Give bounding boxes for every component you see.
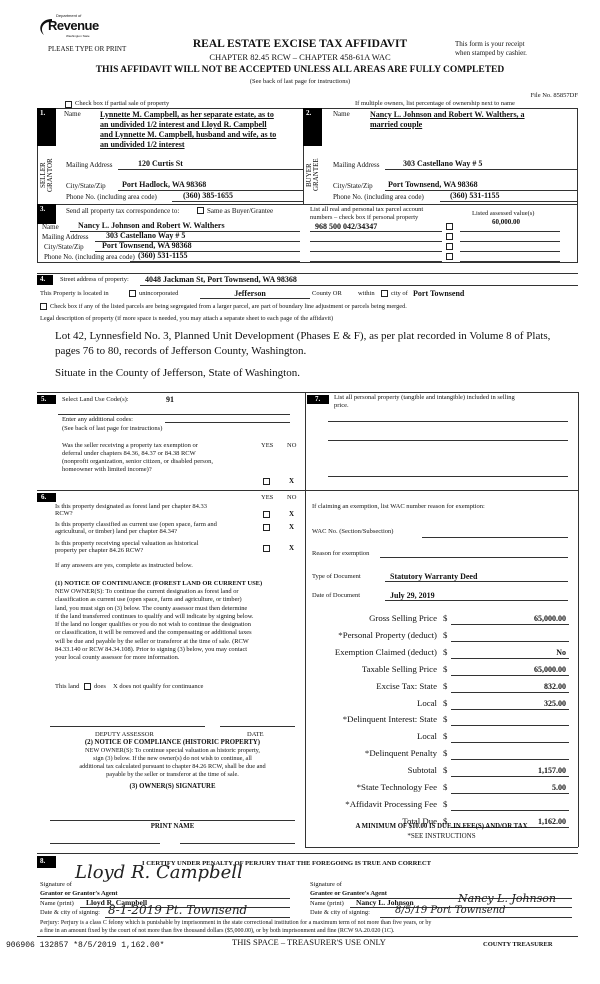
buyer-city-label: City/State/Zip [333,182,373,190]
fee-row [305,698,578,712]
fee-value[interactable]: 65,000.00 [534,614,566,623]
section-6-badge: 6. [37,493,56,502]
parcel-line-4 [310,261,442,262]
bottom-box-line [305,847,578,848]
dollar-sign: $ [443,646,448,657]
dollar-sign: $ [443,613,448,623]
street-label: Street address of property: [60,276,129,283]
seller-mail-label: Mailing Address [66,161,113,169]
perjury-text-1: Perjury: Perjury is a class C felony which is punishable by imprisonment in the state correctional institution for a maximum term of not more than five years, or by [40,920,432,926]
fee-label: *State Technology Fee [356,782,437,792]
section5-bottom-line [37,490,305,491]
form-title: REAL ESTATE EXCISE TAX AFFIDAVIT [192,38,408,50]
notice1-title: (1) NOTICE OF CONTINUANCE (FOREST LAND OR CURRENT USE) [55,580,263,587]
notice1-line: land, you must sign on (3) below. The county assessor must then determine [55,604,248,612]
notice1-line: your local county assessor for more information. [55,654,180,662]
fee-value[interactable]: 1,162.00 [538,816,566,826]
section5-top-line [37,392,578,393]
notice1-body [55,588,303,663]
fee-label: Total Due [402,815,437,826]
deputy-assessor-line [50,726,205,727]
multiple-owners-note: If multiple owners, list percentage of ownership next to name [355,100,515,107]
city-of-label: city of [391,290,408,297]
seller-mail-field[interactable]: 120 Curtis St [138,159,183,168]
grantee-agent-label: Grantee or Grantee's Agent [310,890,387,897]
tax-phone-underline [130,261,300,262]
additional-codes-label: Enter any additional codes: [62,416,133,423]
section-7-badge: 7. [307,395,329,404]
buyer-mail-label: Mailing Address [333,161,380,169]
dollar-sign: $ [443,697,448,708]
owner-signature-line-1[interactable] [50,820,160,821]
notice2-line-4: payable by the seller or transferor at the time of sale. [106,771,239,778]
fee-underline [451,776,569,777]
does-not-qualify[interactable]: X does not qualify for continuance [113,683,204,690]
does-label: does [94,683,106,690]
fee-label: Taxable Selling Price [361,663,437,674]
fee-row [305,647,578,661]
historical-question-2: property per chapter 84.26 RCW? [55,547,144,554]
reason-label: Reason for exemption [312,550,370,557]
unincorporated-label: unincorporated [139,290,179,297]
dollar-sign: $ [443,765,448,776]
warning-text: THIS AFFIDAVIT WILL NOT BE ACCEPTED UNLESS ALL AREAS ARE FULLY COMPLETED [95,65,505,75]
dollar-sign: $ [443,680,448,691]
grantee-signature[interactable]: Nancy L. Johnson [458,892,556,905]
grantee-date-city[interactable]: 8/5/19 Port Townsend [395,905,506,916]
partial-sale-checkbox[interactable] [65,101,72,108]
personal-property-line-2[interactable] [328,440,568,441]
fee-underline [451,641,569,642]
buyer-name-line-1[interactable]: Nancy L. Johnson and Robert W. Walthers, a [370,110,525,119]
buyer-grantee-label: BUYER GRANTEE [305,158,320,192]
fee-row [305,681,578,695]
fee-row [305,731,578,745]
fee-row [305,613,578,627]
fee-label: Exemption Claimed (deduct) [334,646,437,657]
parcel-line-1 [310,231,442,232]
legal-description-line-2[interactable]: pages 76 to 80, records of Jefferson County, Washington. [55,345,307,357]
fee-row [305,782,578,796]
dor-logo [36,12,99,42]
grantor-signature-label: Signature of [40,881,72,888]
exemption-question-2: deferral under chapters 84.36, 84.37 or 84.38 RCW [62,450,196,457]
buyer-city-field[interactable]: Port Townsend, WA 98368 [388,180,478,189]
segregated-checkbox[interactable] [40,303,47,310]
same-as-buyer-label: Same as Buyer/Grantee [207,207,274,215]
section-1-badge: 1. [37,108,56,146]
dollar-sign: $ [443,782,448,792]
print-name-label: PRINT NAME [150,823,195,830]
current-use-yes-checkbox[interactable] [263,524,270,531]
buyer-mail-field[interactable]: 303 Castellano Way # 5 [403,159,483,168]
fee-row [305,765,578,779]
personal-property-checkbox-3[interactable] [446,243,453,250]
fee-label: *Delinquent Interest: State [342,714,437,725]
fee-value[interactable]: 65,000.00 [534,664,566,674]
grantee-name-field[interactable]: Nancy L. Johnson [356,898,414,907]
same-as-buyer-checkbox[interactable] [197,207,204,214]
print-name-line-1[interactable] [50,843,160,844]
forest-question-1: Is this property designated as forest land per chapter 84.33 [55,503,207,510]
grantor-agent-label: Grantor or Grantor's Agent [40,890,118,897]
form-subtitle: CHAPTER 82.45 RCW – CHAPTER 458-61A WAC [209,52,391,62]
buyer-name-line-2[interactable]: married couple [370,120,423,129]
fee-row [305,714,578,728]
grantee-date-label: Date & city of signing: [310,909,370,916]
fee-underline [451,624,569,625]
logo-sub-text: Washington State [66,34,90,38]
tax-name-field[interactable]: Nancy L. Johnson and Robert W. Walthers [78,221,225,230]
dollar-sign: $ [443,748,448,759]
segregated-label: Check box if any of the listed parcels are being segregated from a larger parcel, are part of boundary line adjustment or parcels being merged. [50,303,407,310]
grantor-name-field[interactable]: Lloyd R. Campbell [86,898,148,907]
parcel-header-2: numbers – check box if personal property [310,214,419,221]
fee-label: *Affidavit Processing Fee [345,798,437,809]
dollar-sign: $ [443,629,448,640]
legal-description-line-1[interactable]: Lot 42, Lynnesfield No. 3, Planned Unit Development (Phases E & F), as per plat recorded in Volume 8 of Plats, [55,330,551,342]
partial-sale-label: Check box if partial sale of property [75,100,170,107]
historical-yes-checkbox[interactable] [263,545,270,552]
fee-underline [451,725,569,726]
grantor-signature[interactable]: Lloyd R. Campbell [75,862,243,883]
tax-city-field[interactable]: Port Townsend, WA 98368 [102,241,192,250]
fee-label: Local [416,731,437,742]
assessed-line-4 [460,261,560,262]
buyer-phone-underline [440,201,578,202]
legal-label: Legal description of property (if more space is needed, you may attach a separate sheet to each page of the affidavit) [40,315,334,322]
city-checkbox[interactable] [381,290,388,297]
tax-city-label: City/State/Zip [44,243,84,251]
historical-question-1: Is this property receiving special valuation as historical [55,540,199,547]
assessed-header: Listed assessed value(s) [472,210,535,217]
deputy-date-line [220,726,295,727]
fee-underline [451,692,569,693]
county-or-label [312,290,342,297]
tax-phone-label: Phone No. (including area code) [44,253,135,261]
personal-property-checkbox-4[interactable] [446,253,453,260]
land-use-field[interactable]: 91 [166,395,174,404]
logo-main-text: Revenue [48,18,99,33]
fee-value[interactable]: 5.00 [552,783,566,792]
fee-underline [451,759,569,760]
fee-label: Excise Tax: State [376,680,437,691]
exemption-question-4: homeowner with limited income)? [62,466,152,473]
doc-date-underline [385,600,568,601]
personal-property-checkbox-2[interactable] [446,233,453,240]
seller-grantor-label: SELLER GRANTOR [39,158,54,192]
buyer-phone-field[interactable]: (360) 531-1155 [450,191,500,200]
situate-text[interactable]: Situate in the County of Jefferson, State of Washington. [55,367,300,379]
assessed-line-1 [460,231,560,232]
send-tax-label: Send all property tax correspondence to: [66,207,180,215]
this-land-label: This land [55,683,80,690]
seller-city-field[interactable]: Port Hadlock, WA 98368 [122,180,207,189]
fee-value[interactable]: 1,157.00 [538,766,566,776]
please-type: PLEASE TYPE OR PRINT [48,45,127,53]
minimum-note: A MINIMUM OF $10.00 IS DUE IN FEE(S) AND/OR TAX [355,823,528,830]
current-use-no-answer[interactable]: X [289,523,295,531]
sec6-yes-header: YES [261,494,274,501]
right-border [578,392,579,847]
seller-mail-underline [118,169,303,170]
wac-label: WAC No. (Section/Subsection) [312,528,394,535]
dollar-sign: $ [443,731,448,742]
exemption-question-1: Was the seller receiving a property tax exemption or [62,442,198,449]
dollar-sign: $ [443,815,448,826]
seller-name-line-2[interactable]: an undivided 1/2 interest and Lloyd R. Campbell [100,120,267,129]
parcel-number[interactable]: 968 500 042/34347 [315,222,378,231]
seller-city-label: City/State/Zip [66,182,106,190]
notice1-line: will be due and payable by the seller or transferor at the time of sale. (RCW [55,637,249,645]
seller-name-line-1[interactable]: Lynnette M. Campbell, as her separate estate, as to [100,110,274,119]
county-underline [200,298,310,299]
notice1-line: NEW OWNER(S): To continue the current designation as forest land or [55,588,239,595]
reason-field[interactable] [380,557,568,558]
city-field[interactable]: Port Townsend [413,289,465,298]
notice2-title: (2) NOTICE OF COMPLIANCE (HISTORIC PROPERTY) [84,739,261,746]
file-number: File No. 85857DF [530,92,578,99]
current-use-question-1: Is this property classified as current use (open space, farm and [55,521,217,528]
section3-top-line [37,204,578,205]
instructions-note: (See back of last page for instructions) [249,78,351,85]
fee-underline [451,709,569,710]
section-3-badge: 3. [37,204,56,224]
located-label: This Property is located in [40,290,109,297]
historical-no-answer[interactable]: X [289,544,295,552]
grantor-signature-line [40,898,290,899]
personal-property-label-1: List all personal property (tangible and intangible) included in selling [334,394,515,401]
treasurer-use-only: THIS SPACE – TREASURER'S USE ONLY [232,937,386,947]
exemption-label: If claiming an exemption, list WAC number reason for exemption: [312,503,485,510]
notice1-line: classification as current use (open space, farm and agriculture, or timber) [55,596,242,604]
seller-name-line-3[interactable]: and Lynnette M. Campbell, husband and wife, as to [100,130,277,139]
section-4-badge: 4. [37,275,53,285]
county-field[interactable]: Jefferson [234,289,266,298]
qualifies-checkbox[interactable] [84,683,91,690]
fee-row [305,630,578,644]
parcel-line-2 [310,241,442,242]
grantor-date-line [105,917,290,918]
notice2-line-3: additional tax calculated pursuant to chapter 84.26 RCW, shall be due and [79,763,266,770]
seller-name-label: Name [64,110,81,118]
fee-value[interactable]: No [556,647,566,657]
doc-type-label: Type of Document [312,573,361,580]
fee-row [305,664,578,678]
county-or-text: County OR [312,290,342,297]
sec5-yes-header: YES [261,442,274,449]
see-instructions: *SEE INSTRUCTIONS [407,832,476,840]
fee-value[interactable]: 325.00 [544,698,566,708]
dollar-sign: $ [443,663,448,674]
forest-yes-checkbox[interactable] [263,511,270,518]
parcel-header-1: List all real and personal tax parcel account [310,206,424,213]
perjury-line-2: a fine in an amount fixed by the court of not more than five thousand dollars ($5,000.00), or by both imprisonment and fine (RCW 9A.20.020 (1C). [40,928,395,934]
wac-field[interactable] [422,537,568,538]
fee-label: Gross Selling Price [369,613,437,623]
section7-bottom-line [305,490,578,491]
land-use-underline [58,414,290,415]
exemption-question-3: (nonprofit organization, senior citizen, or disabled person, [62,458,213,465]
within-label: within [358,290,375,297]
fee-underline [451,742,569,743]
notice1-line: if the land transferred continues to qualify and will indicate by signing below. [55,612,254,620]
doc-type-field[interactable]: Statutory Warranty Deed [390,572,478,581]
seller-phone-label: Phone No. (including area code) [66,193,157,201]
buyer-phone-label: Phone No. (including area code) [333,193,424,201]
fee-underline [451,810,569,811]
current-use-question-2: agricultural, or timber) land per chapter 84.34? [55,528,178,535]
see-back-label: (See back of last page for instructions) [62,425,163,432]
notice2-line-2: sign (3) below. If the new owner(s) do not wish to continue, all [93,755,252,762]
section8-top-line [37,853,578,854]
tax-mail-field[interactable]: 303 Castellano Way # 5 [106,231,186,240]
grantor-name-label: Name (print) [40,900,74,907]
dollar-sign: $ [443,714,448,725]
certify-text: I CERTIFY UNDER PENALTY OF PERJURY THAT THE FOREGOING IS TRUE AND CORRECT [142,860,431,867]
deputy-assessor-label: DEPUTY ASSESSOR [95,731,154,738]
doc-date-field[interactable]: July 29, 2019 [390,591,435,600]
notice2-line-1: NEW OWNER(S): To continue special valuation as historic property, [84,747,260,754]
fee-row [305,799,578,813]
treasurer-stamp: 906906 132857 *8/5/2019 1,162.00* [6,941,165,950]
owner-signature-line-2[interactable] [180,820,295,821]
doc-date-label: Date of Document [312,592,361,599]
notice1-line: If the land no longer qualifies or you do not wish to continue the designation [55,621,251,629]
personal-property-checkbox-1[interactable] [446,223,453,230]
notice1-line: or classification, it will be removed and the compensating or additional taxes [55,629,252,637]
street-field[interactable]: 4048 Jackman St, Port Townsend, WA 98368 [145,275,297,284]
unincorporated-checkbox[interactable] [129,290,136,297]
fee-underline [451,675,569,676]
land-use-label: Select Land Use Code(s): [62,396,129,403]
section-5-badge: 5. [37,395,56,404]
receipt-note-2: when stamped by cashier. [455,49,527,57]
deputy-date-label: DATE [247,731,264,738]
doc-type-underline [385,581,568,582]
grantee-date-line [380,917,572,918]
fee-label: *Personal Property (deduct) [338,629,437,640]
fee-label: Subtotal [407,765,437,776]
dollar-sign: $ [443,798,448,809]
personal-property-line-1[interactable] [328,421,568,422]
tax-mail-label: Mailing Address [42,233,89,241]
logo-top-text: Department of [56,13,82,18]
sec5-no-answer[interactable]: X [289,477,295,485]
notice1-line: 84.33.140 or RCW 84.34.108). Prior to signing (3) below, you may contact [55,646,248,654]
grantor-date-label: Date & city of signing: [40,909,100,916]
assessed-value[interactable]: 60,000.00 [492,218,520,226]
assessed-line-3 [460,251,560,252]
buyer-name-label: Name [333,110,350,118]
seller-name-line-4[interactable]: an undivided 1/2 interest [100,140,185,149]
fee-label: Local [416,697,437,708]
sec5-yes-checkbox[interactable] [263,478,270,485]
personal-property-line-3[interactable] [328,476,568,477]
perjury-line-1 [40,920,431,927]
grantor-date-city[interactable]: 8-1-2019 Pt. Townsend [108,903,248,917]
assessed-line-2 [460,241,560,242]
if-yes-note: If any answers are yes, complete as instructed below. [55,562,193,569]
tax-name-label: Name [42,223,59,231]
tax-city-underline [95,251,300,252]
county-treasurer-label: COUNTY TREASURER [483,941,553,948]
additional-codes-field[interactable] [165,422,290,423]
print-name-line-2[interactable] [180,843,295,844]
section-8-badge: 8. [37,856,56,868]
fee-underline [451,793,569,794]
sec5-no-header: NO [287,442,297,449]
forest-no-answer[interactable]: X [289,510,295,518]
fee-value[interactable]: 832.00 [544,681,566,691]
grantee-signature-label: Signature of [310,881,342,888]
tax-phone-field[interactable]: (360) 531-1155 [138,251,188,260]
section-2-badge: 2. [303,108,322,146]
forest-question-2: RCW? [55,510,73,517]
fee-label: *Delinquent Penalty [364,748,437,759]
seller-phone-field[interactable]: (360) 385-1655 [183,191,233,200]
receipt-note-1: This form is your receipt [455,40,525,48]
sec6-no-header: NO [287,494,297,501]
street-underline [140,285,578,286]
owner-signature-label: (3) OWNER(S) SIGNATURE [129,783,216,790]
buyer-mail-underline [385,169,578,170]
fee-row [305,748,578,762]
parcel-line-3 [310,251,442,252]
seller-phone-underline [172,201,303,202]
fee-underline [451,658,569,659]
grantee-name-label: Name (print) [310,900,344,907]
section4-top-line [37,273,578,274]
personal-property-label-2: price. [334,402,349,409]
